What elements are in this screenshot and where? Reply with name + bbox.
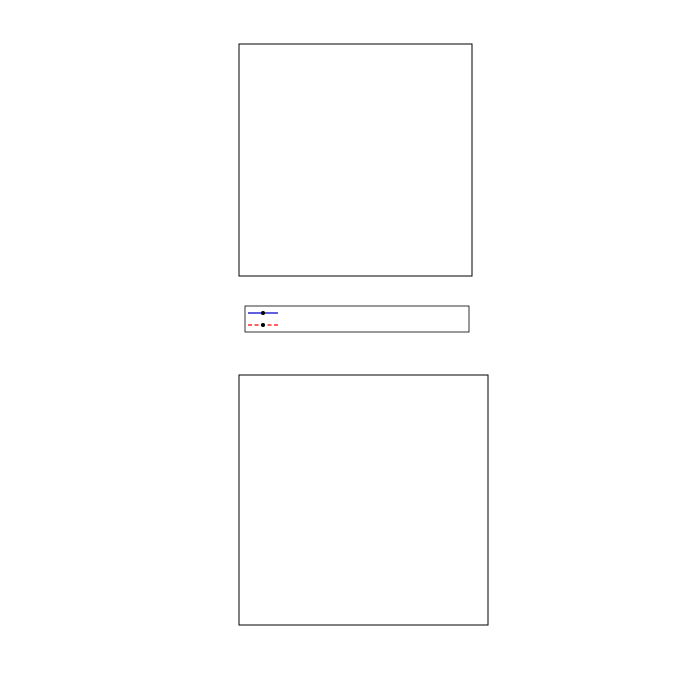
legend-marker-model: [261, 323, 265, 327]
top-legend: [245, 306, 469, 332]
top-plot-frame: [239, 44, 472, 276]
top-chart: [239, 44, 472, 332]
bottom-chart: [239, 375, 488, 625]
legend-marker-obs: [261, 311, 265, 315]
legend-box: [245, 306, 469, 332]
bottom-plot-frame: [239, 375, 488, 625]
